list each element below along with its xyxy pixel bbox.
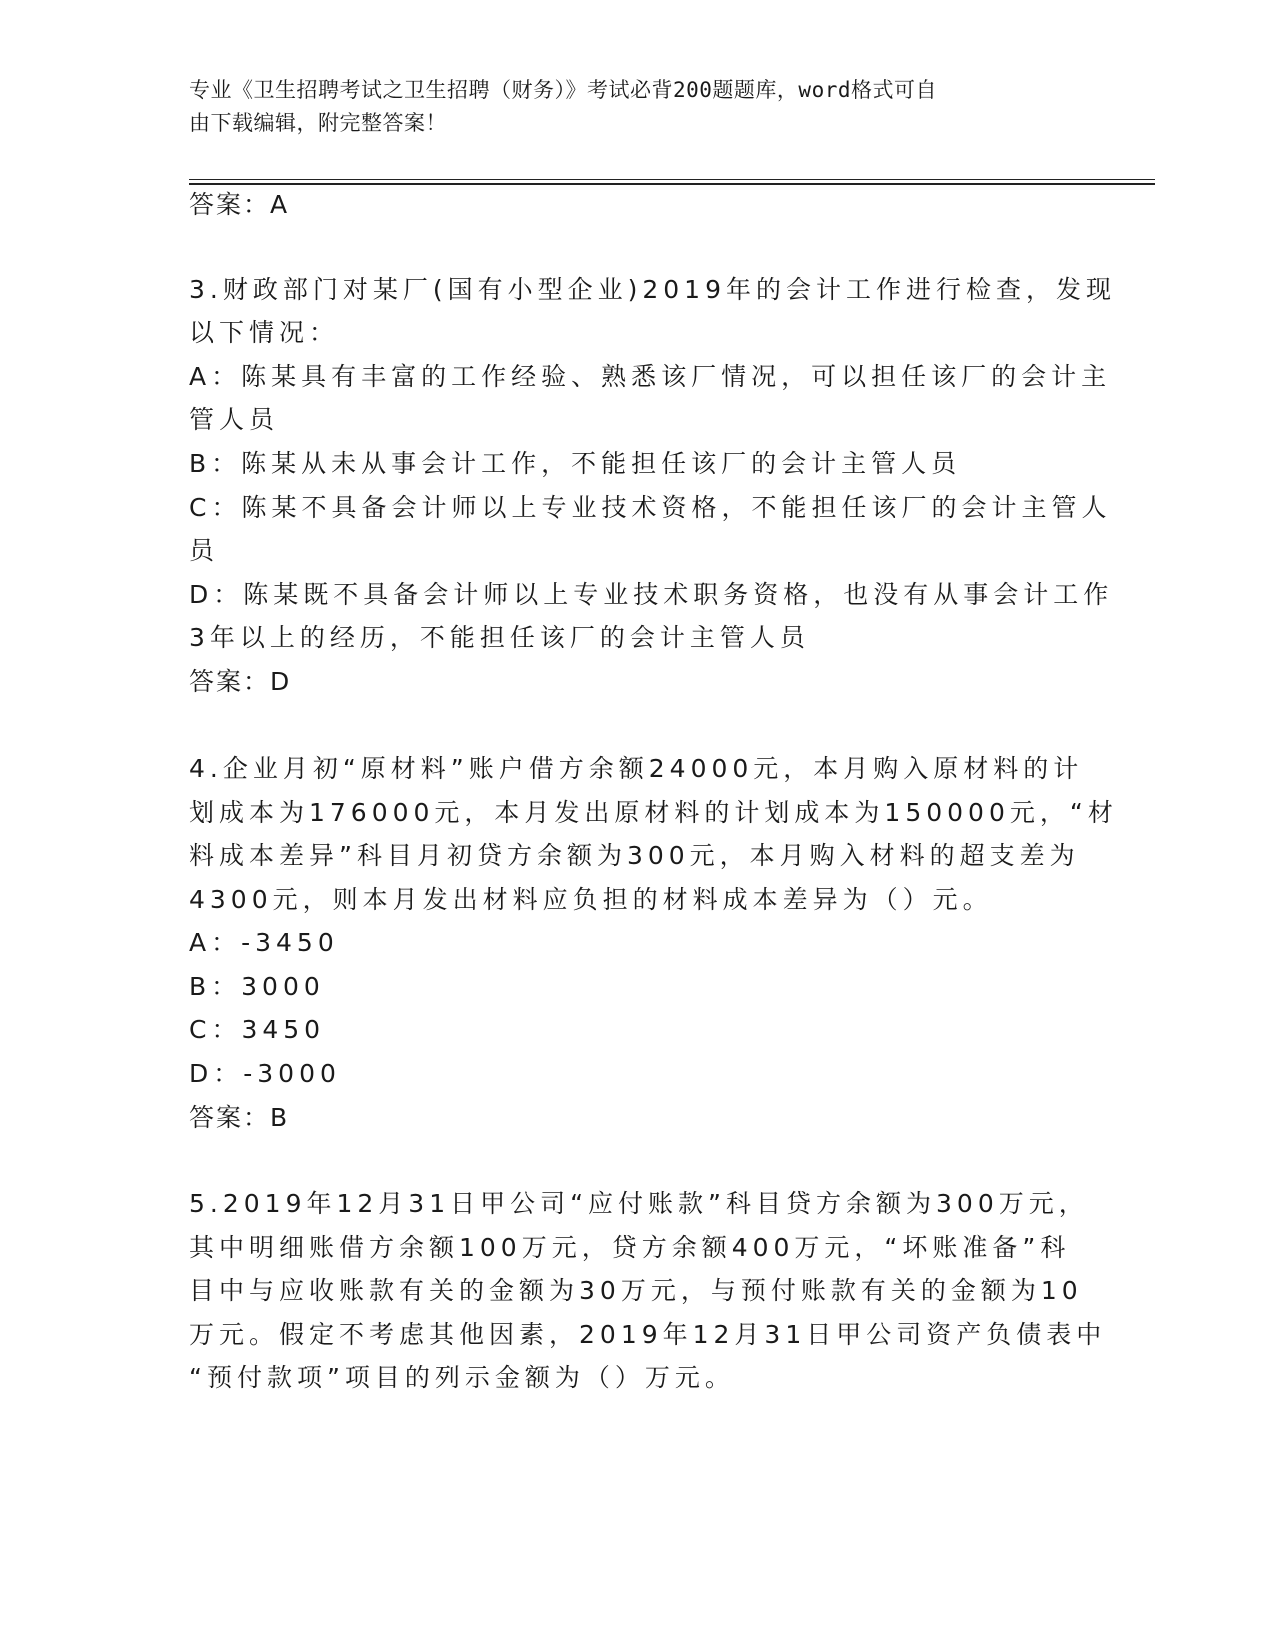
q3-option-a-line-1: A：陈某具有丰富的工作经验、熟悉该厂情况，可以担任该厂的会计主	[189, 362, 1112, 391]
header-line-1: 专业《卫生招聘考试之卫生招聘（财务）》考试必背200题题库，word格式可自	[189, 78, 937, 102]
q2-answer: 答案：A	[189, 190, 290, 219]
q4-stem-line-3: 料成本差异”科目月初贷方余额为300元，本月购入材料的超支差为	[189, 841, 1080, 870]
q4-option-a: A：-3450	[189, 928, 339, 957]
q5-stem-line-5: “预付款项”项目的列示金额为（）万元。	[189, 1363, 735, 1392]
q3-stem-line-2: 以下情况：	[189, 318, 340, 347]
document-header	[189, 74, 1069, 140]
q5-stem-line-4: 万元。假定不考虑其他因素，2019年12月31日甲公司资产负债表中	[189, 1320, 1107, 1349]
q3-stem-line-1: 3.财政部门对某厂(国有小型企业)2019年的会计工作进行检查，发现	[189, 275, 1116, 304]
q5-stem-line-2: 其中明细账借方余额100万元，贷方余额400万元，“坏账准备”科	[189, 1233, 1071, 1262]
q3-option-c-line-2: 员	[189, 536, 220, 565]
q3-option-d-line-1: D：陈某既不具备会计师以上专业技术职务资格，也没有从事会计工作	[189, 580, 1114, 609]
q5-stem-line-3: 目中与应收账款有关的金额为30万元，与预付账款有关的金额为10	[189, 1276, 1083, 1305]
q4-stem-line-1: 4.企业月初“原材料”账户借方余额24000元，本月购入原材料的计	[189, 754, 1084, 783]
q4-option-c: C：3450	[189, 1015, 326, 1044]
q4-option-b: B：3000	[189, 972, 325, 1001]
q4-stem-line-2: 划成本为176000元，本月发出原材料的计划成本为150000元，“材	[189, 798, 1118, 827]
q4-option-d: D：-3000	[189, 1059, 341, 1088]
q3-option-b: B：陈某从未从事会计工作，不能担任该厂的会计主管人员	[189, 449, 962, 478]
header-line-2: 由下载编辑，附完整答案！	[189, 111, 447, 135]
q3-answer: 答案：D	[189, 667, 292, 696]
q5-stem-line-1: 5.2019年12月31日甲公司“应付账款”科目贷方余额为300万元，	[189, 1189, 1089, 1218]
header-divider-thick	[189, 183, 1155, 185]
q4-answer: 答案：B	[189, 1103, 290, 1132]
header-divider-thin	[189, 179, 1155, 180]
q4-stem-line-4: 4300元，则本月发出材料应负担的材料成本差异为（）元。	[189, 885, 993, 914]
q3-option-c-line-1: C：陈某不具备会计师以上专业技术资格，不能担任该厂的会计主管人	[189, 493, 1112, 522]
q3-option-a-line-2: 管人员	[189, 405, 280, 434]
q3-option-d-line-2: 3年以上的经历，不能担任该厂的会计主管人员	[189, 623, 810, 652]
